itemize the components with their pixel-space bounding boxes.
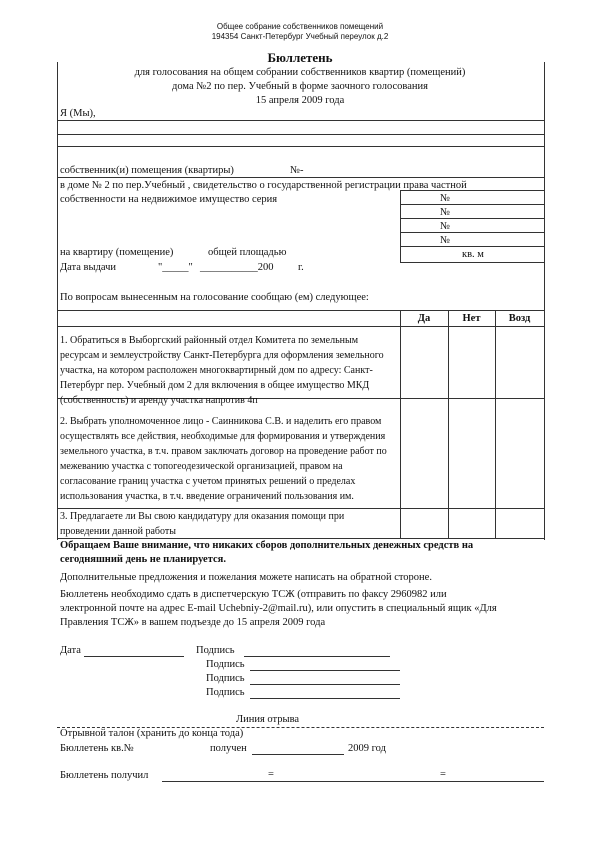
issue-date-day: "_____" [158, 262, 193, 273]
received-year: 2009 год [348, 743, 386, 754]
table-top [57, 310, 544, 311]
name-line-3 [57, 146, 544, 147]
owner-no: №- [290, 165, 304, 176]
question-1: 1. Обратиться в Выборгский районный отдел Комитета по земельным ресурсам и землеустройству Санкт-Петербурга для оформления земельного участка, на котором расположен многоквартирный дом по адресу: Санкт-Петербург пер. Учебный дом 2 для включения в общее имущество МКД (собственность) и аренду участка напротив 4п [60, 335, 384, 406]
we-label: Я (Мы), [60, 108, 96, 119]
subtitle-line-1: для голосования на общем собрании собственников квартир (помещений) [134, 67, 466, 78]
signature-label-4: Подпись [206, 687, 245, 698]
date-line [84, 656, 184, 657]
received-by-eq-1: = [268, 769, 274, 780]
num-box-line-2 [400, 218, 544, 219]
col-abstain-left [495, 310, 496, 538]
num-box-left [400, 190, 401, 262]
issue-date-label: Дата выдачи [60, 262, 117, 273]
signature-label-2: Подпись [206, 659, 245, 670]
subtitle-line-2: дома №2 по пер. Учебный в форме заочного голосования [172, 81, 428, 92]
submit-line-2: электронной почте на адрес E-mail Uchebniy-2@mail.ru), или опустить в специальный ящик «Для [60, 603, 497, 614]
table-header-bottom [57, 326, 544, 327]
tear-line-label: Линия отрыва [236, 714, 300, 725]
signature-line-3 [250, 684, 400, 685]
subtitle-line-3: 15 апреля 2009 года [255, 95, 345, 106]
question-2: 2. Выбрать уполномоченное лицо - Саинникова С.В. и наделить его правом осуществлять все действия, необходимые для формирования и утверждения земельного участка, в т.ч. правом заключать договор на проведение работ по межеванию участка с топогеодезической организацией, правом на согласование границ участка с учетом принятых решений о пределах использования участка, в т.ч. введение ограничений пользования им. [60, 416, 387, 502]
owner-label: собственник(и) помещения (квартиры) [60, 165, 234, 176]
signature-label-1: Подпись [196, 645, 235, 656]
house-line: в доме № 2 по пер.Учебный , свидетельство о государственной регистрации права частной [60, 180, 467, 191]
header-line-1: Общее собрание собственников помещений [216, 22, 384, 31]
num-box-line-1 [400, 204, 544, 205]
received-label: получен [210, 743, 247, 754]
num-label-1: № [440, 193, 451, 204]
num-label-3: № [440, 221, 451, 232]
header-line-2: 194354 Санкт-Петербург Учебный переулок д.2 [211, 32, 389, 41]
received-by-line [162, 781, 544, 782]
submit-line-1: Бюллетень необходимо сдать в диспетчерскую ТСЖ (отправить по факсу 2960982 или [60, 589, 447, 600]
extra-text: Дополнительные предложения и пожелания можете написать на обратной стороне. [60, 572, 432, 583]
signature-line-2 [250, 670, 400, 671]
question-3: 3. Предлагаете ли Вы свою кандидатуру для оказания помощи при проведении данной работы [60, 511, 345, 537]
col-header-yes: Да [417, 313, 431, 324]
col-yes-left [400, 310, 401, 538]
col-header-no: Нет [462, 313, 481, 324]
notice-line-2: сегодняшний день не планируется. [60, 554, 226, 565]
submit-line-3: Правления ТСЖ» в вашем подъезде до 15 апреля 2009 года [60, 617, 326, 628]
area-label: общей площадью [208, 247, 287, 258]
name-line-1 [57, 120, 544, 121]
received-line [252, 754, 344, 755]
date-label: Дата [60, 645, 81, 656]
signature-label-3: Подпись [206, 673, 245, 684]
col-header-abstain: Возд [508, 313, 531, 324]
received-by-label: Бюллетень получил [60, 770, 149, 781]
property-line: собственности на недвижимое имущество серия [60, 194, 278, 205]
signature-line-1 [244, 656, 390, 657]
notice-line-1: Обращаем Ваше внимание, что никаких сборов дополнительных денежных средств на [60, 540, 474, 551]
owner-line [57, 177, 544, 178]
num-box-line-3 [400, 232, 544, 233]
apartment-label: на квартиру (помещение) [60, 247, 174, 258]
stub-label: Отрывной талон (хранить до конца тода) [60, 728, 244, 739]
num-box-line-4 [400, 246, 544, 247]
issue-date-year: г. [298, 262, 304, 273]
num-label-4: № [440, 235, 451, 246]
page-title: Бюллетень [267, 50, 333, 65]
received-by-eq-2: = [440, 769, 446, 780]
col-no-left [448, 310, 449, 538]
ballot-apt-label: Бюллетень кв.№ [60, 743, 134, 754]
name-line-2 [57, 134, 544, 135]
issue-date-month: ___________200 [200, 262, 274, 273]
right-border [544, 62, 545, 540]
intro-text: По вопросам вынесенным на голосование сообщаю (ем) следующее: [60, 292, 369, 303]
num-box-bottom [400, 262, 544, 263]
num-box-top [400, 190, 544, 191]
signature-line-4 [250, 698, 400, 699]
area-unit: кв. м [462, 249, 484, 260]
num-label-2: № [440, 207, 451, 218]
